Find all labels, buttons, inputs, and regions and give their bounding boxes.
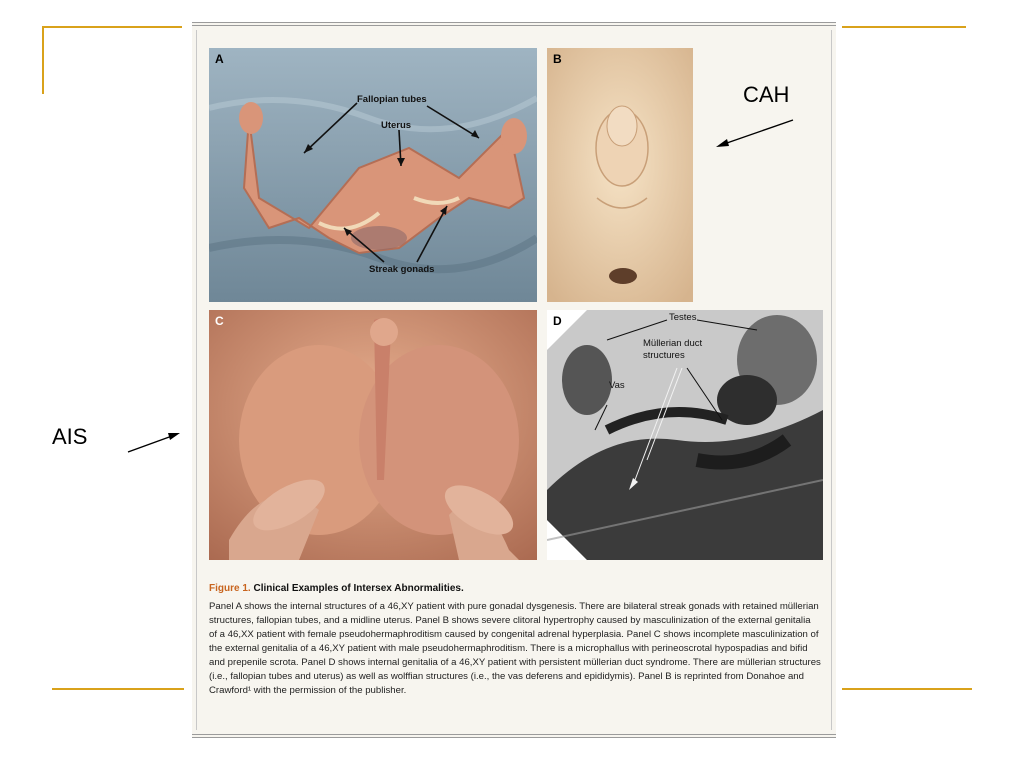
label-uterus: Uterus (381, 120, 412, 131)
slide-decoration-line (52, 688, 184, 690)
panel-c-letter: C (215, 314, 224, 328)
panel-d-photo (547, 310, 823, 560)
figure-inner (196, 30, 832, 730)
arrow-to-panel-c (128, 433, 180, 452)
caption-figure-label: Figure 1. (209, 583, 251, 594)
annotation-ais: AIS (52, 424, 88, 449)
figure-caption (209, 582, 821, 698)
panel-b-image (547, 48, 693, 302)
label-streak-gonads: Streak gonads (369, 264, 435, 275)
label-testes: Testes (669, 312, 697, 323)
panel-a-letter: A (215, 52, 224, 66)
panel-c-image (209, 310, 537, 560)
label-vas: Vas (609, 380, 625, 391)
label-mullerian-duct: Müllerian duct (643, 338, 703, 349)
panel-a-photo (209, 48, 537, 302)
slide-decoration-line (42, 26, 44, 94)
slide-decoration-line (42, 26, 182, 28)
caption-title (209, 582, 821, 596)
slide-decoration-line (842, 688, 972, 690)
label-fallopian-tubes: Fallopian tubes (357, 94, 427, 105)
annotation-cah: CAH (743, 82, 790, 107)
caption-heading: Clinical Examples of Intersex Abnormalities. (253, 583, 464, 594)
label-mullerian-structures: structures (643, 350, 685, 361)
panel-b-letter: B (553, 52, 562, 66)
caption-body: Panel A shows the internal structures of a 46,XY patient with pure gonadal dysgenesis. There are bilateral streak gonads with retained müllerian structures, fallopian tubes, and a midline uterus. Panel B shows severe clitoral hypertrophy caused by masculinization of the external genitalia of a 46,XX patient with female pseudohermaphroditism caused by congenital adrenal hyperplasia. Panel C shows incomplete masculinization of the external genitalia of a 46,XY patient with male pseudohermaphroditism. There is a microphallus with perineoscrotal hypospadias and bifid and prepenile scrota. Panel D shows internal genitalia of a 46,XY patient with persistent müllerian duct syndrome. There are müllerian structures (i.e., fallopian tubes and uterus) as well as wolffian structures (i.e., the vas deferens and epididymis). Panel B is reprinted from Donahoe and Crawford¹ with the permission of the publisher. (209, 601, 821, 696)
figure-frame (192, 22, 836, 738)
panel-b-photo (547, 48, 693, 302)
panel-d-letter: D (553, 314, 562, 328)
panel-c-photo (209, 310, 537, 560)
slide-decoration-line (842, 26, 966, 28)
